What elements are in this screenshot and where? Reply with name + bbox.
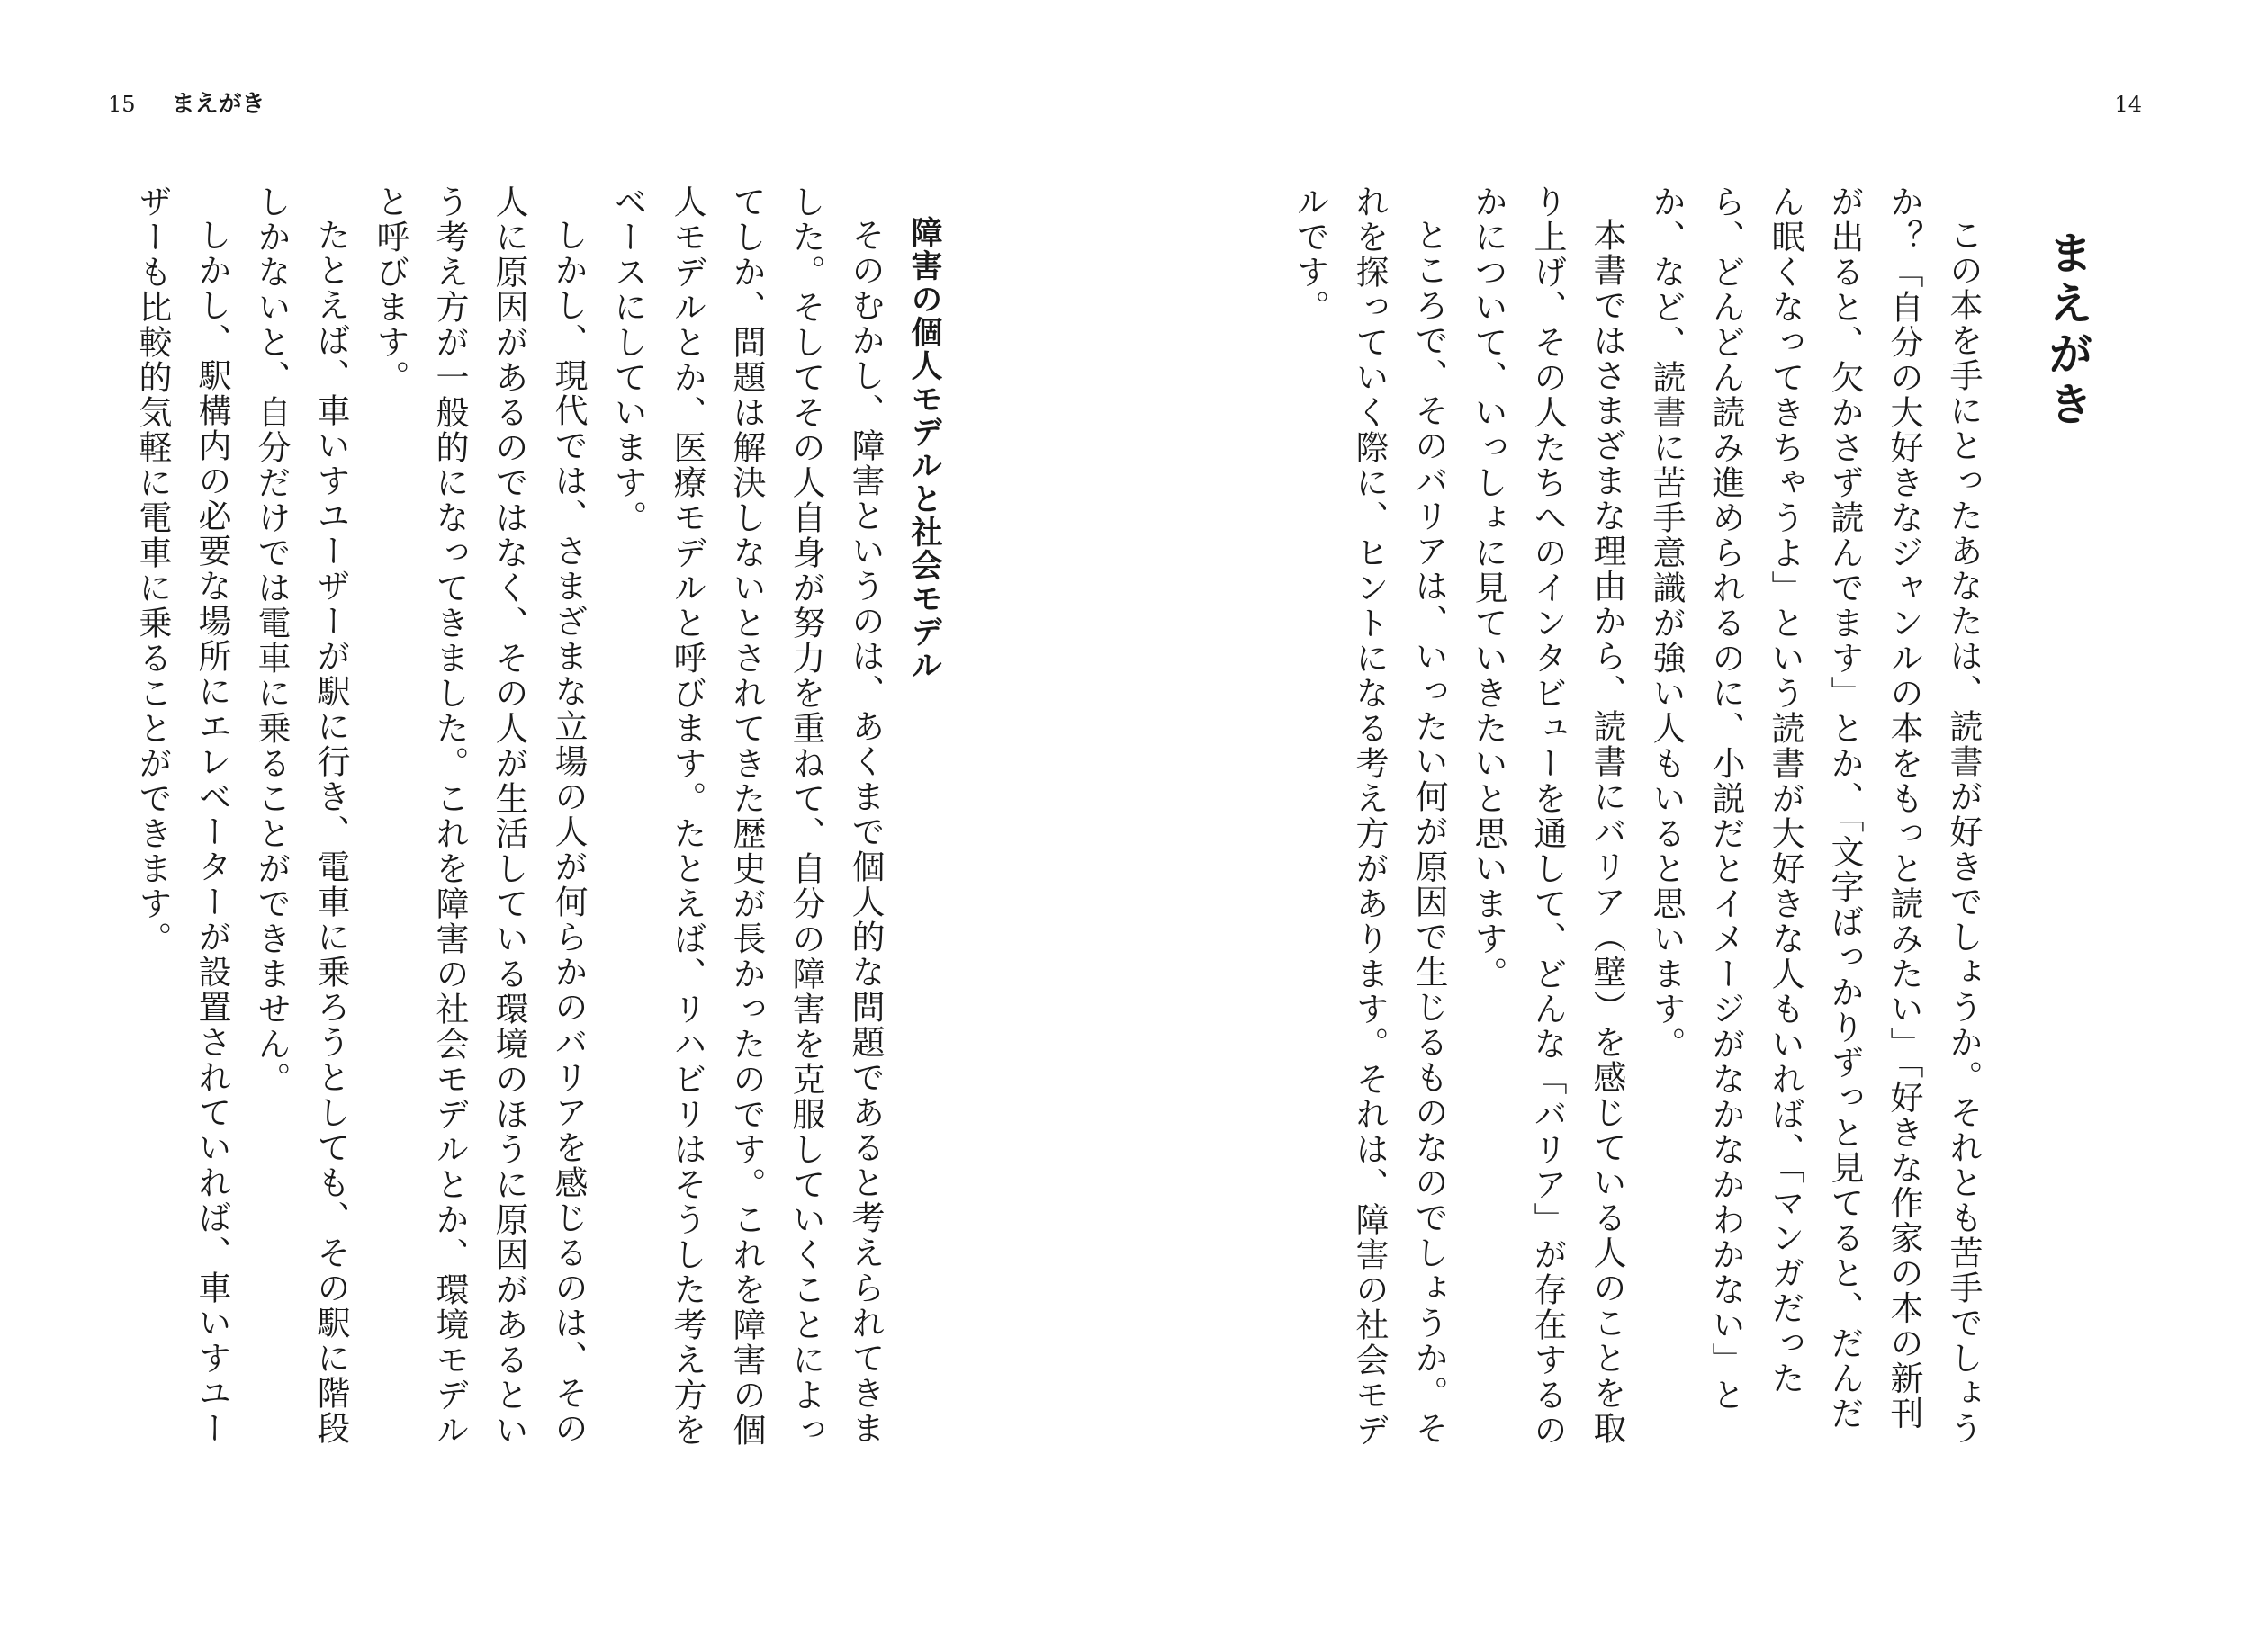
paragraph: しかし、現代では、さまざまな立場の人が何らかのバリアを感じるのは、その人に原因があるのではなく、その人が生活している環境のほうに原因があるという考え方が一般的になってきました。これを障害の社会モデルとか、環境モデルと呼びます。 [371, 184, 588, 1448]
paragraph: この本を手にとったあなたは、読書が好きでしょうか。それとも苦手でしょうか？「自分の大好きなジャンルの本をもっと読みたい」「好きな作家の本の新刊が出ると、欠かさず読んでます」とか、「文字ばっかりずっと見てると、だんだん眠くなってきちゃうよ」という読書が大好きな人もいれば、「マンガだったら、どんどん読み進められるのに、小説だとイメージがなかなかわかない」とか、など、読書に苦手意識が強い人もいると思います。 [1647, 184, 1983, 1446]
running-header-right [2114, 90, 2142, 119]
paragraph: そのむかし、障害というのは、あくまで個人的な問題であると考えられてきました。そしてその人自身が努力を重ねて、自分の障害を克服していくことによってしか、問題は解決しないとされてきた歴史が長かったのです。これを障害の個人モデルとか、医療モデルと呼びます。たとえば、リハビリはそうした考え方をベースにしています。 [608, 184, 885, 1448]
running-title: まえがき [171, 91, 266, 118]
paragraph: たとえば、車いすユーザーが駅に行き、電車に乗ろうとしても、その駅に階段しかないと、自分だけでは電車に乗ることができません。 [252, 184, 350, 1446]
section-heading: 障害の個人モデルと社会モデル [906, 216, 942, 682]
right-page [1107, 184, 2097, 1462]
paragraph: ところで、そのバリアは、いったい何が原因で生じるものなのでしょうか。それを探っていく際に、ヒントになる考え方があります。それは、障害の社会モデルです。 [1291, 184, 1448, 1448]
left-page [108, 184, 954, 1462]
running-header-left [108, 90, 266, 119]
paragraph: しかし、駅構内の必要な場所にエレベーターが設置されていれば、車いすユーザーも比較的気軽に電車に乗ることができます。 [133, 184, 231, 1446]
paragraph: 本書ではさまざまな理由から、読書にバリア（壁）を感じている人のことを取り上げ、その人たちへのインタビューを通して、どんな「バリア」が存在するのかについて、いっしょに見ていきたいと思います。 [1469, 184, 1626, 1448]
page-number-right: 14 [2114, 92, 2142, 117]
chapter-title: まえがき [2041, 229, 2093, 431]
page-number-left: 15 [108, 92, 136, 117]
